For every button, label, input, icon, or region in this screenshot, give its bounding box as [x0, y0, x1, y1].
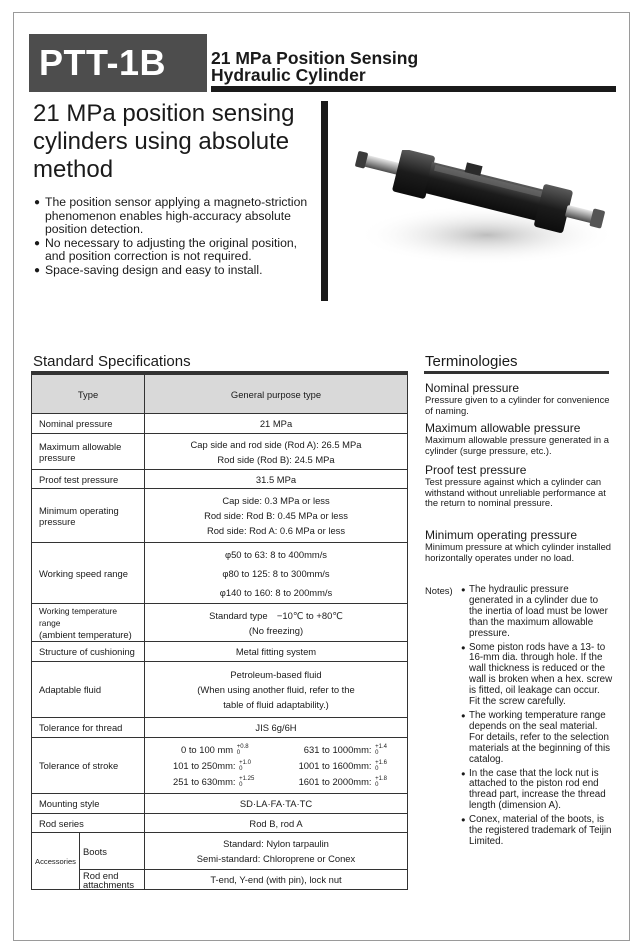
- table-row: Rod end attachments T-end, Y-end (with pin), lock nut: [32, 870, 408, 890]
- table-row: Nominal pressure 21 MPa: [32, 414, 408, 434]
- table-row: Tolerance of stroke 0 to 100 mm +0.8 0 631 to 1000mm: +1.4 0 101 to 250mm: +1.0 0 1001 to 1600mm: +1.6 0 251 to 630mm: +1.25 0 1601 to 2000mm: +1.8 0: [32, 738, 408, 794]
- feature-item: ● The position sensor applying a magneto-striction phenomenon enables high-accuracy absolute position detection.: [34, 196, 319, 237]
- feature-item: ● No necessary to adjusting the original position, and position correction is not required.: [34, 237, 319, 264]
- table-row: Working temperature range (ambient temperature) Standard type −10℃ to +80℃ (No freezing): [32, 604, 408, 642]
- table-row: Structure of cushioning Metal fitting system: [32, 642, 408, 662]
- feature-list: [34, 196, 319, 278]
- hero-divider: [321, 101, 328, 301]
- note-item: ● The hydraulic pressure generated in a cylinder due to the inertia of load must be lower than the maximum allowable pressure.: [461, 585, 613, 640]
- cylinder-photo: [347, 150, 617, 275]
- notes-label: Notes): [425, 585, 453, 596]
- page-header: [13, 34, 630, 92]
- table-row: Tolerance for thread JIS 6g/6H: [32, 718, 408, 738]
- product-title: 21 MPa Position Sensing Hydraulic Cylinder: [211, 48, 419, 85]
- term-item: Nominal pressure Pressure given to a cylinder for convenience of naming.: [425, 381, 610, 416]
- term-item: Maximum allowable pressure Maximum allowable pressure generated in a cylinder (surge pressure, etc.).: [425, 421, 609, 456]
- model-badge: PTT-1B: [29, 34, 207, 92]
- col-type-header: Type: [32, 375, 145, 414]
- note-item: ● The working temperature range depends on the seal material. For details, refer to the selection materials at the beginning of this catalog.: [461, 711, 613, 766]
- table-row: Adaptable fluid Petroleum-based fluid (When using another fluid, refer to the table of fluid adaptability.): [32, 662, 408, 718]
- table-row: Accessories Boots Standard: Nylon tarpaulin Semi-standard: Chloroprene or Conex: [32, 833, 408, 870]
- table-row: Rod series Rod B, rod A: [32, 814, 408, 833]
- table-row: Proof test pressure 31.5 MPa: [32, 470, 408, 489]
- note-item: ● Some piston rods have a 13- to 16-mm dia. through hole. If the wall thickness is reduced or the wall is broken when a hex. screw is fitted, oil leakage can occur. Fit the screw carefully.: [461, 643, 613, 708]
- notes-list: [461, 585, 613, 851]
- hero-headline: 21 MPa position sensing cylinders using absolute method: [33, 100, 295, 183]
- term-item: Minimum operating pressure Minimum pressure at which cylinder installed horizontally operates under no load.: [425, 528, 612, 563]
- terminologies-rule: [424, 371, 609, 374]
- table-header-row: [32, 375, 408, 414]
- terminologies-heading: Terminologies: [425, 353, 518, 370]
- note-item: ● Conex, material of the boots, is the registered trademark of Teijin Limited.: [461, 815, 613, 848]
- note-item: ● In the case that the lock nut is attached to the piston rod end thread part, increase the thread length (dimension A).: [461, 769, 613, 813]
- col-general-header: General purpose type: [145, 375, 408, 414]
- term-item: Proof test pressure Test pressure against which a cylinder can withstand without unreliable performance at the return to nominal pressure.: [425, 463, 606, 508]
- header-rule: [211, 86, 616, 92]
- feature-item: ● Space-saving design and easy to install.: [34, 264, 319, 278]
- table-row: Maximum allowable pressure Cap side and rod side (Rod A): 26.5 MPa Rod side (Rod B): 24.5 MPa: [32, 434, 408, 470]
- table-row: Mounting style SD·LA·FA·TA·TC: [32, 794, 408, 814]
- specs-heading: Standard Specifications: [33, 353, 191, 370]
- specs-table: [31, 374, 408, 890]
- table-row: Working speed range φ50 to 63: 8 to 400mm/s φ80 to 125: 8 to 300mm/s φ140 to 160: 8 to 200mm/s: [32, 543, 408, 604]
- table-row: Minimum operating pressure Cap side: 0.3 MPa or less Rod side: Rod B: 0.45 MPa or less Rod side: Rod A: 0.6 MPa or less: [32, 489, 408, 543]
